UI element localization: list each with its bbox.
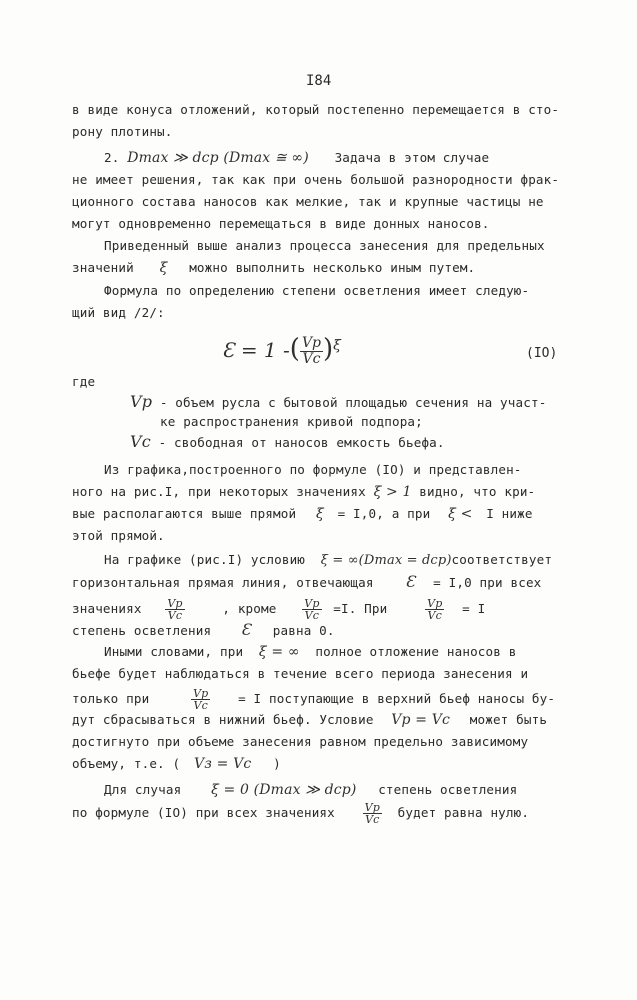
fraction xyxy=(363,802,382,825)
text-line: в виде конуса отложений, который постепенно перемещается в сто- xyxy=(72,102,560,117)
text-fragment: можно выполнить несколько иным путем. xyxy=(189,260,476,275)
fraction-numerator: Vр xyxy=(167,597,183,610)
text-fragment: значениях xyxy=(72,601,142,616)
text-fragment: видно, что кри- xyxy=(419,484,536,499)
text-line: щий вид /2/: xyxy=(72,305,165,320)
page-number: I84 xyxy=(306,73,332,89)
fraction xyxy=(191,688,210,711)
text-fragment: дут сбрасываться в нижний бьеф. Условие xyxy=(72,712,374,727)
text-fragment: степень осветления xyxy=(378,782,518,797)
fraction-denominator: Vс xyxy=(427,609,442,622)
fraction-numerator: Vр xyxy=(301,335,322,351)
text-line: Формула по определению степени осветления имеет следую- xyxy=(104,283,530,298)
text-line: не имеет решения, так как при очень большой разнородности фрак- xyxy=(72,172,560,187)
text-line: Из графика,построенного по формуле (IO) и представлен- xyxy=(104,462,522,477)
text-fragment: по формуле (IO) при всех значениях xyxy=(72,805,335,820)
text-line: ционного состава наносов как мелкие, так и крупные частицы не xyxy=(72,194,544,209)
text-line xyxy=(72,756,281,772)
formula-lhs: Ɛ = 1 - xyxy=(222,338,290,362)
text-fragment: только при xyxy=(72,691,150,706)
fraction-denominator: Vс xyxy=(304,609,320,622)
fraction-denominator: Vс xyxy=(167,609,183,622)
text-line xyxy=(72,596,485,622)
text-line xyxy=(104,782,517,798)
handwritten-condition: Dmax ≫ dср (Dmax ≅ ∞) xyxy=(127,150,309,166)
text-fragment: может быть xyxy=(469,712,548,727)
text-fragment: ного на рис.I, при некоторых значениях xyxy=(72,484,366,499)
text-fragment: = I,0 при всех xyxy=(433,575,542,590)
text-fragment: Задача в этом случае xyxy=(334,150,490,165)
formula-fraction xyxy=(300,336,323,367)
paren-open: ( xyxy=(289,334,300,364)
fraction-denominator: Vс xyxy=(193,699,208,712)
definition-text: - свободная от наносов емкость бьефа. xyxy=(158,435,445,450)
epsilon-symbol: Ɛ xyxy=(405,572,416,591)
text-line xyxy=(72,622,335,639)
fraction-denominator: Vс xyxy=(302,351,321,367)
text-line xyxy=(104,644,516,660)
xi-symbol: ξ xyxy=(315,506,324,522)
text-line: достигнуто при объеме занесения равном предельно зависимому xyxy=(72,734,529,749)
definition-line: ке распространения кривой подпора; xyxy=(160,414,423,429)
handwritten-inequality: ξ < xyxy=(448,506,473,522)
text-line xyxy=(104,552,552,569)
fraction-numerator: Vр xyxy=(427,597,443,610)
fraction-numerator: Vр xyxy=(304,597,320,610)
text-line: этой прямой. xyxy=(72,528,165,543)
formula-exponent: ξ xyxy=(333,337,341,354)
text-fragment: = I,0, а при xyxy=(337,506,431,521)
text-fragment: I ниже xyxy=(486,506,533,521)
text-fragment: = I поступающие в верхний бьеф наносы бу- xyxy=(238,691,556,706)
fraction xyxy=(165,598,184,621)
paren-close: ) xyxy=(323,334,334,364)
epsilon-symbol: Ɛ xyxy=(240,620,252,639)
text-line: могут одновременно перемещаться в виде донных наносов. xyxy=(72,216,490,231)
text-fragment: Для случая xyxy=(104,782,182,797)
text-fragment: вые располагаются выше прямой xyxy=(72,506,297,521)
handwritten-condition: Vр = Vс xyxy=(391,712,451,728)
symbol-vc: Vс xyxy=(130,432,151,451)
text-line xyxy=(72,686,555,712)
text-line xyxy=(72,260,475,276)
symbol-vr: Vр xyxy=(130,392,153,411)
text-line xyxy=(72,800,529,826)
equation-number: (IO) xyxy=(526,346,558,361)
handwritten-condition: ξ = ∞(Dmax = dср) xyxy=(320,553,452,568)
fraction-denominator: Vс xyxy=(365,813,380,826)
where-label: где xyxy=(72,374,96,389)
text-fragment: Иными словами, при xyxy=(104,644,244,659)
fraction xyxy=(302,598,321,621)
text-line: рону плотины. xyxy=(72,124,173,139)
handwritten-inequality: ξ > 1 xyxy=(373,484,412,500)
text-fragment: =I. При xyxy=(333,601,388,616)
text-fragment: На графике (рис.I) условию xyxy=(104,552,306,567)
fraction-numerator: Vр xyxy=(193,687,209,700)
handwritten-condition: Vз = Vс xyxy=(193,756,252,772)
text-fragment: объему, т.е. ( xyxy=(72,756,181,771)
definition-text: - объем русла с бытовой площадью сечения на участ- xyxy=(159,395,547,410)
text-fragment: значений xyxy=(72,260,134,275)
text-line xyxy=(72,712,547,728)
text-fragment: равна 0. xyxy=(272,623,335,638)
text-fragment: будет равна нулю. xyxy=(397,805,530,820)
xi-symbol: ξ xyxy=(159,260,168,276)
text-line xyxy=(104,150,489,166)
fraction xyxy=(425,598,444,621)
handwritten-condition: ξ = 0 (Dmax ≫ dср) xyxy=(211,782,357,798)
definition-line xyxy=(130,434,445,451)
text-line xyxy=(72,574,541,591)
text-fragment: соответствует xyxy=(451,552,553,567)
formula-10 xyxy=(222,334,341,367)
text-line xyxy=(72,506,533,522)
text-fragment: , кроме xyxy=(222,601,277,616)
text-line: Приведенный выше анализ процесса занесения для предельных xyxy=(104,238,545,253)
text-fragment: ) xyxy=(273,756,281,771)
text-fragment: полное отложение наносов в xyxy=(315,644,517,659)
text-fragment: = I xyxy=(462,601,486,616)
text-line xyxy=(72,484,535,500)
handwritten-condition: ξ = ∞ xyxy=(258,644,300,660)
fraction-numerator: Vр xyxy=(364,801,380,814)
definition-line xyxy=(130,394,546,411)
text-fragment: степень осветления xyxy=(72,623,212,638)
text-line: бьефе будет наблюдаться в течение всего периода занесения и xyxy=(72,666,529,681)
text-fragment: горизонтальная прямая линия, отвечающая xyxy=(72,575,374,590)
item-number: 2. xyxy=(104,150,120,165)
